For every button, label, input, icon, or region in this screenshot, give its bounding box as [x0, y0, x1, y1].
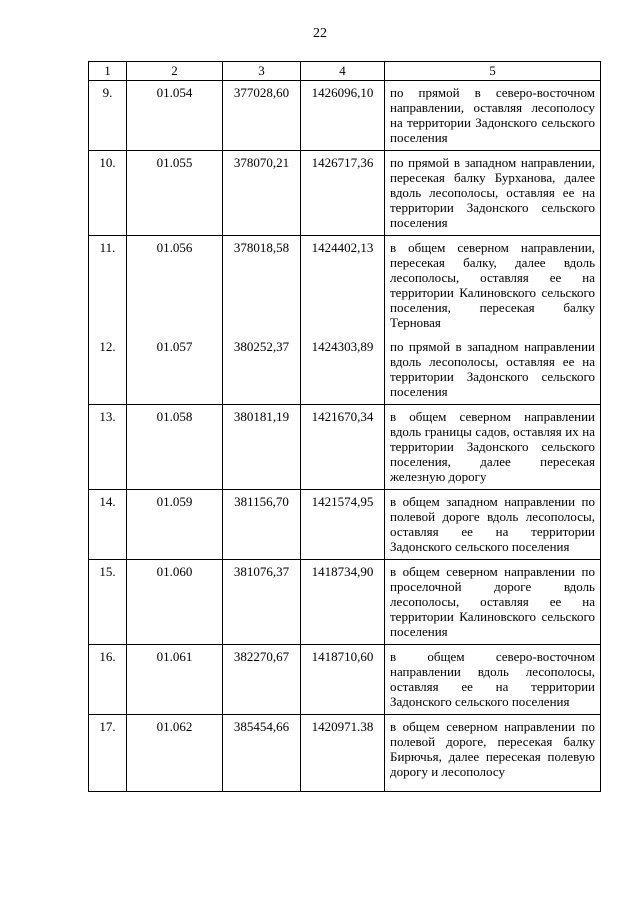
coordinate-x: 382270,67 — [223, 645, 301, 715]
point-id: 01.057 — [127, 335, 223, 405]
row-number: 12. — [89, 335, 127, 405]
table-row — [89, 335, 601, 405]
table-header-row — [89, 62, 601, 81]
boundary-description: в общем северном направлении, пересекая балку, далее вдоль лесополосы, оставляя ее на территории Калиновского сельского поселения, пересекая балку Терновая — [385, 236, 601, 336]
row-number: 13. — [89, 405, 127, 490]
coordinate-y: 1426096,10 — [301, 81, 385, 151]
coordinate-x: 378018,58 — [223, 236, 301, 336]
boundary-description: по прямой в западном направлении, пересекая балку Бурханова, далее вдоль лесополосы, оставляя ее на территории Задонского сельского поселения — [385, 151, 601, 236]
page-number: 22 — [313, 26, 327, 41]
point-id: 01.055 — [127, 151, 223, 236]
row-number: 10. — [89, 151, 127, 236]
row-number: 17. — [89, 715, 127, 792]
point-id: 01.062 — [127, 715, 223, 792]
table-row — [89, 151, 601, 236]
coordinate-x: 381076,37 — [223, 560, 301, 645]
header-col-2: 2 — [127, 62, 223, 81]
coordinate-x: 378070,21 — [223, 151, 301, 236]
point-id: 01.060 — [127, 560, 223, 645]
boundary-description: в общем северо-восточном направлении вдоль лесополосы, оставляя ее на территории Задонского сельского поселения — [385, 645, 601, 715]
boundary-description: по прямой в северо-восточном направлении, оставляя лесополосу на территории Задонского сельского поселения — [385, 81, 601, 151]
row-number: 16. — [89, 645, 127, 715]
coordinate-x: 377028,60 — [223, 81, 301, 151]
coordinate-y: 1424402,13 — [301, 236, 385, 336]
coordinate-y: 1420971.38 — [301, 715, 385, 792]
point-id: 01.059 — [127, 490, 223, 560]
row-number: 9. — [89, 81, 127, 151]
header-col-4: 4 — [301, 62, 385, 81]
coordinate-y: 1426717,36 — [301, 151, 385, 236]
header-col-3: 3 — [223, 62, 301, 81]
point-id: 01.058 — [127, 405, 223, 490]
table-row — [89, 645, 601, 715]
coordinate-x: 380252,37 — [223, 335, 301, 405]
table-row — [89, 715, 601, 792]
coordinate-y: 1424303,89 — [301, 335, 385, 405]
boundary-description: в общем северном направлении по проселочной дороге вдоль лесополосы, оставляя ее на территории Калиновского сельского поселения — [385, 560, 601, 645]
table-row — [89, 81, 601, 151]
boundary-description: в общем северном направлении по полевой дороге, пересекая балку Бирючья, далее пересекая полевую дорогу и лесополосу — [385, 715, 601, 792]
boundary-table — [88, 61, 601, 792]
row-number: 11. — [89, 236, 127, 336]
header-col-1: 1 — [89, 62, 127, 81]
table-row — [89, 490, 601, 560]
coordinate-y: 1418734,90 — [301, 560, 385, 645]
coordinate-x: 381156,70 — [223, 490, 301, 560]
point-id: 01.056 — [127, 236, 223, 336]
table-row — [89, 560, 601, 645]
header-col-5: 5 — [385, 62, 601, 81]
table-row — [89, 236, 601, 336]
coordinate-x: 380181,19 — [223, 405, 301, 490]
boundary-description: по прямой в западном направлении вдоль лесополосы, оставляя ее на территории Задонского сельского поселения — [385, 335, 601, 405]
table-row — [89, 405, 601, 490]
boundary-description: в общем северном направлении вдоль границы садов, оставляя их на территории Задонского сельского поселения, далее пересекая железную дорогу — [385, 405, 601, 490]
coordinate-y: 1418710,60 — [301, 645, 385, 715]
point-id: 01.061 — [127, 645, 223, 715]
coordinate-x: 385454,66 — [223, 715, 301, 792]
point-id: 01.054 — [127, 81, 223, 151]
row-number: 14. — [89, 490, 127, 560]
boundary-description: в общем западном направлении по полевой дороге вдоль лесополосы, оставляя ее на территории Задонского сельского поселения — [385, 490, 601, 560]
row-number: 15. — [89, 560, 127, 645]
coordinate-y: 1421670,34 — [301, 405, 385, 490]
coordinate-y: 1421574,95 — [301, 490, 385, 560]
